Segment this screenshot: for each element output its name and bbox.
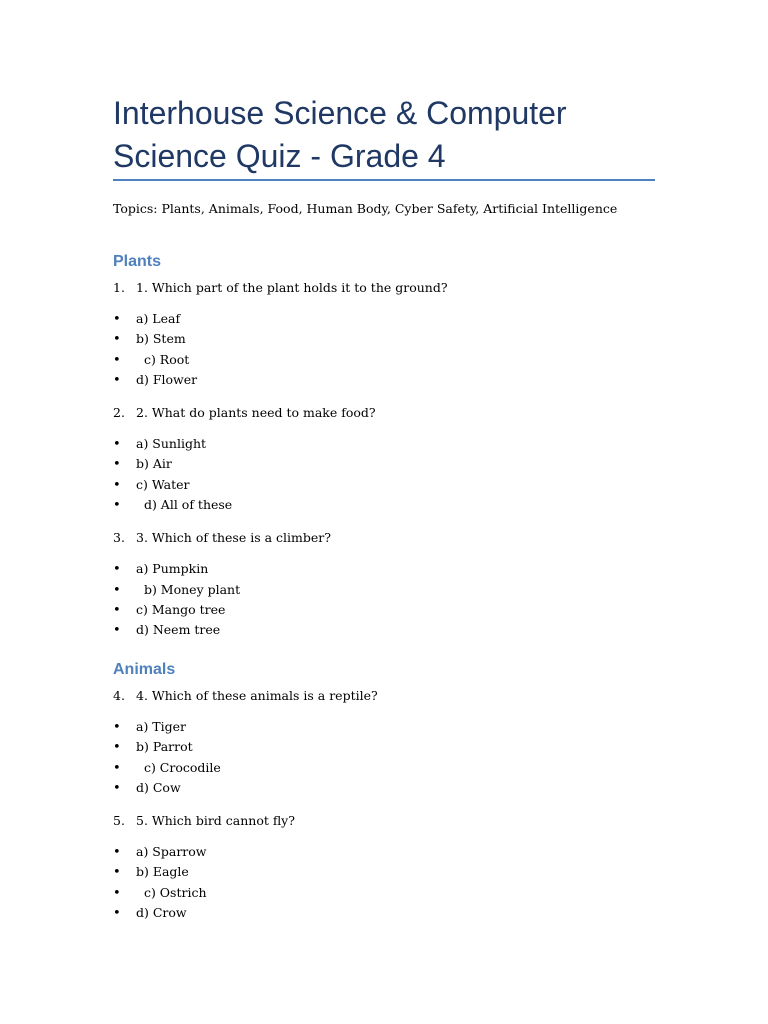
question-number: 3. [113,530,125,546]
option-item [113,883,655,903]
question-text: 5. Which bird cannot fly? [136,813,295,829]
option-text: a) Leaf [136,311,181,326]
option-item [113,862,655,882]
bullet-icon: • [113,740,121,756]
option-text: a) Tiger [136,719,187,734]
question-5-options [113,842,655,923]
option-text: a) Pumpkin [136,561,209,577]
option-item [113,559,655,579]
option-text: d) Flower [136,371,198,387]
option-text: c) Crocodile [136,759,221,775]
question-number: 1. [113,280,125,295]
option-item [113,495,655,515]
bullet-icon: • [113,477,121,493]
option-text: c) Mango tree [136,601,226,617]
question-1-options [113,309,655,390]
question-4-options [113,717,655,798]
option-item [113,737,655,757]
option-item [113,580,655,600]
question-number: 4. [113,688,125,703]
bullet-icon: • [113,582,121,598]
option-item [113,454,655,474]
question-2 [113,403,655,422]
option-text: d) Neem tree [136,622,221,638]
bullet-icon: • [113,602,121,618]
option-text: b) Stem [136,331,186,347]
question-text: 3. Which of these is a climber? [136,530,331,546]
title-underline [113,179,655,181]
section-plants [113,252,655,641]
section-animals [113,660,655,923]
question-text: 4. Which of these animals is a reptile? [136,688,378,703]
option-item [113,717,655,737]
question-4 [113,686,655,705]
option-item [113,350,655,370]
option-item [113,903,655,923]
bullet-icon: • [113,865,121,881]
question-3-options [113,559,655,640]
option-item [113,600,655,620]
option-text: a) Sparrow [136,844,207,860]
bullet-icon: • [113,623,121,639]
option-text: c) Ostrich [136,884,207,900]
bullet-icon: • [113,885,121,901]
bullet-icon: • [113,760,121,776]
option-item [113,758,655,778]
question-5 [113,811,655,830]
bullet-icon: • [113,906,121,922]
bullet-icon: • [113,352,121,368]
option-text: b) Eagle [136,864,189,880]
bullet-icon: • [113,720,121,735]
bullet-icon: • [113,457,121,473]
section-heading: Plants [113,253,162,270]
question-number: 2. [113,405,125,421]
bullet-icon: • [113,372,121,388]
option-text: b) Money plant [136,581,241,597]
option-text: b) Parrot [136,739,193,755]
option-text: d) Cow [136,779,181,795]
bullet-icon: • [113,498,121,514]
bullet-icon: • [113,780,121,796]
option-item [113,778,655,798]
bullet-icon: • [113,312,121,327]
option-item [113,434,655,454]
question-2-options [113,434,655,515]
option-text: d) Crow [136,905,187,921]
option-text: c) Root [136,351,190,367]
option-text: a) Sunlight [136,436,207,452]
page-title: Interhouse Science & Computer Science Quiz - Grade 4 [113,95,567,174]
option-item [113,620,655,640]
option-text: c) Water [136,476,190,492]
question-text: 2. What do plants need to make food? [136,405,376,421]
option-text: d) All of these [136,497,233,513]
section-heading: Animals [113,661,176,678]
option-item [113,309,655,329]
question-number: 5. [113,813,125,829]
option-text: b) Air [136,456,172,472]
question-text: 1. Which part of the plant holds it to the ground? [136,280,448,295]
bullet-icon: • [113,562,121,578]
bullet-icon: • [113,437,121,453]
question-3 [113,528,655,547]
option-item [113,842,655,862]
option-item [113,370,655,390]
topics-line: Topics: Plants, Animals, Food, Human Body, Cyber Safety, Artificial Intelligence [113,201,618,216]
question-1 [113,278,655,297]
option-item [113,475,655,495]
option-item [113,329,655,349]
bullet-icon: • [113,845,121,861]
bullet-icon: • [113,332,121,348]
